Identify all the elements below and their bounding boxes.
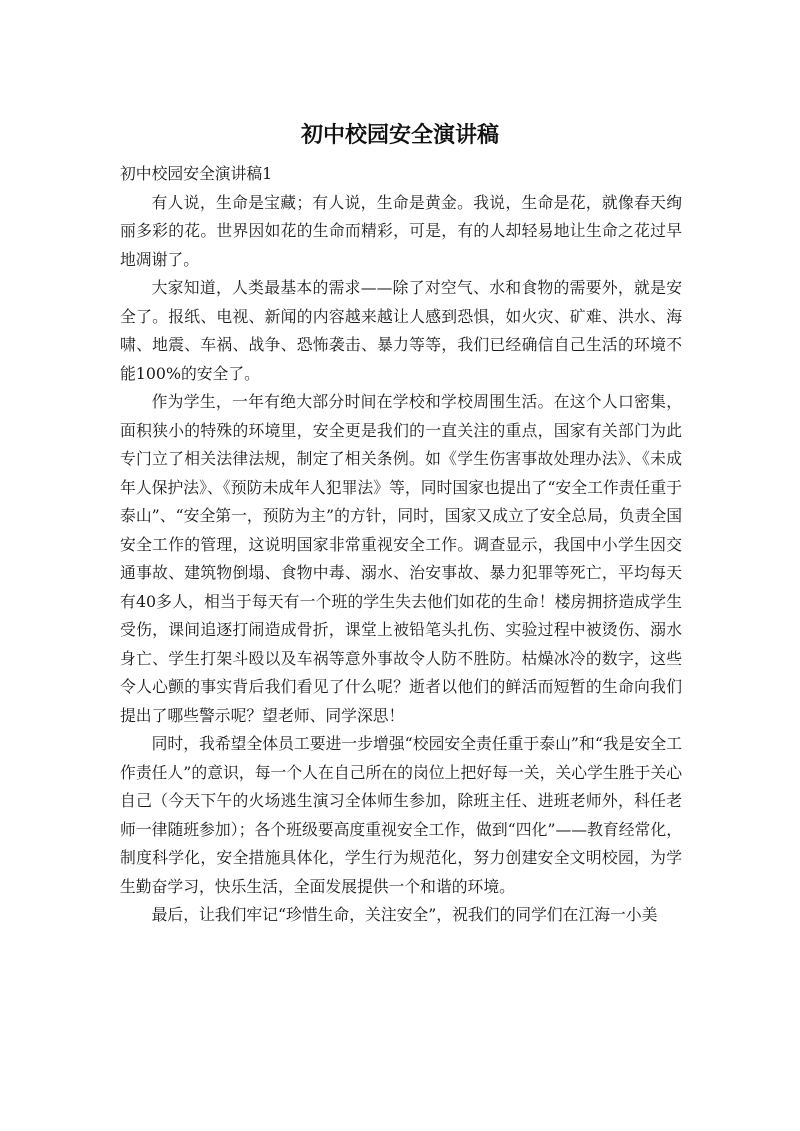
paragraph-2: 大家知道，人类最基本的需求——除了对空气、水和食物的需要外，就是安全了。报纸、电视、新闻的内容越来越让人感到恐惧，如火灾、矿难、洪水、海啸、地震、车祸、战争、恐怖袭击、暴力等等，我们已经确信自己生活的环境不能100%的安全了。 (120, 278, 682, 383)
paragraph-1: 有人说，生命是宝藏；有人说，生命是黄金。我说，生命是花，就像春天绚丽多彩的花。世界因如花的生命而精彩，可是，有的人却轻易地让生命之花过早地凋谢了。 (120, 192, 682, 269)
section-subtitle: 初中校园安全演讲稿1 (120, 164, 273, 183)
paragraph-5: 最后，让我们牢记“珍惜生命，关注安全”，祝我们的同学们在江海一小美 (151, 905, 658, 924)
paragraph-3: 作为学生，一年有绝大部分时间在学校和学校周围生活。在这个人口密集，面积狭小的特殊的环境里，安全更是我们的一直关注的重点，国家有关部门为此专门立了相关法律法规，制定了相关条例。如《学生伤害事故处理办法》、《未成年人保护法》、《预防未成年人犯罪法》等，同时国家也提出了“安全工作责任重于泰山”、“安全第一，预防为主”的方针，同时，国家又成立了安全总局，负责全国安全工作的管理，这说明国家非常重视安全工作。调查显示，我国中小学生因交通事故、建筑物倒塌、食物中毒、溺水、治安事故、暴力犯罪等死亡，平均每天有40多人，相当于每天有一个班的学生失去他们如花的生命！楼房拥挤造成学生受伤，课间追逐打闹造成骨折，课堂上被铅笔头扎伤、实验过程中被烫伤、溺水身亡、学生打架斗殴以及车祸等意外事故令人防不胜防。枯燥冰冷的数字，这些令人心颤的事实背后我们看见了什么呢？逝者以他们的鲜活而短暂的生命向我们提出了哪些警示呢？望老师、同学深思！ (120, 392, 682, 725)
document-body (120, 160, 682, 930)
paragraph-4: 同时，我希望全体员工要进一步增强“校园安全责任重于泰山”和“我是安全工作责任人”的意识，每一个人在自己所在的岗位上把好每一关，关心学生胜于关心自己（今天下午的火场逃生演习全体师生参加，除班主任、进班老师外，科任老师一律随班参加）；各个班级要高度重视安全工作，做到“四化”——教育经常化，制度科学化，安全措施具体化，学生行为规范化，努力创建安全文明校园，为学生勤奋学习，快乐生活，全面发展提供一个和谐的环境。 (120, 734, 682, 896)
document-title: 初中校园安全演讲稿 (300, 123, 499, 148)
